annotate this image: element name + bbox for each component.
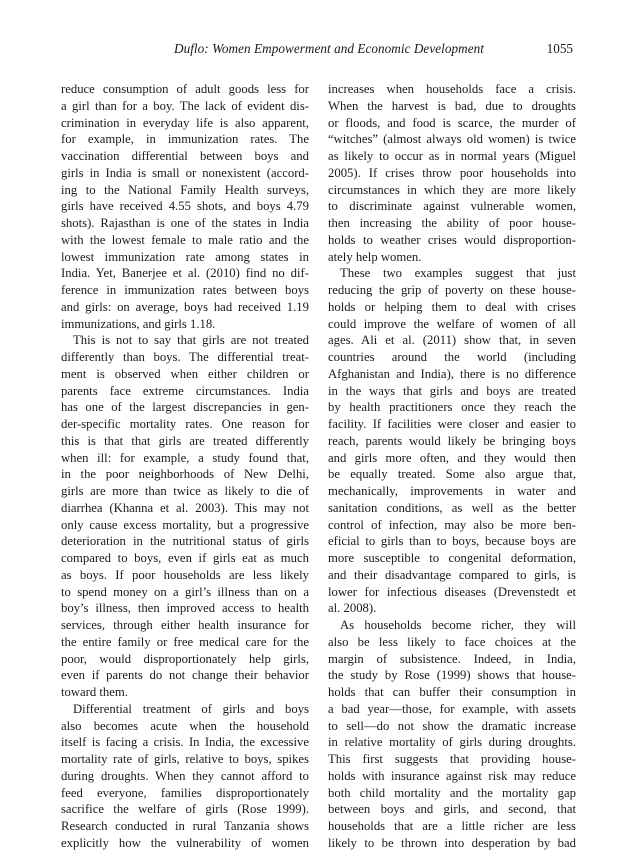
text-line: only cause excess mortality, but a progressive (61, 517, 309, 532)
text-line: a bad year—those, for example, with assets (328, 701, 576, 716)
text-line: mortality rate of girls, relative to boys, spikes (61, 752, 309, 766)
text-line: der-specific mortality rates. One reason for (61, 417, 309, 431)
text-line: girls are more than twice as likely to die of (61, 484, 309, 498)
text-line: holds that can buffer their consumption in (328, 685, 576, 699)
text-line: immunizations, and girls 1.18. (61, 316, 216, 331)
text-line: to sell—do not show the dramatic increase (328, 718, 576, 733)
text-line: crimination in everyday life is also apparent, (61, 115, 309, 130)
text-line: toward them. (61, 685, 128, 699)
text-line: Afghanistan and India), there is no difference (328, 366, 576, 381)
text-line: ages. Ali et al. (2011) show that, in seven (328, 333, 576, 348)
text-line: feed everyone, families disproportionately (61, 785, 309, 800)
page-number: 1055 (546, 41, 573, 56)
text-line: countries around the world (including (328, 350, 576, 364)
text-line: increases when households face a crisis. (328, 82, 576, 96)
text-line: services, through either health insurance for (61, 618, 309, 632)
text-line: diarrhea (Khanna et al. 2003). This may not (61, 500, 309, 515)
text-line: as boys. If poor households are less likely (61, 567, 309, 582)
text-line: in the poor neighborhoods of New Delhi, (61, 467, 309, 482)
text-line: 2005). If crises throw poor households into (328, 165, 576, 180)
text-line: even if parents do not change their behavior (61, 668, 309, 683)
text-line: When the harvest is bad, due to droughts (328, 98, 576, 113)
text-line: sacrifice the welfare of girls (Rose 1999). (61, 802, 309, 817)
right-column (328, 81, 576, 852)
text-line: ment is observed when either children or (61, 366, 309, 381)
text-line: both child mortality and the mortality gap (328, 785, 576, 800)
text-line: holds or helping them to deal with crises (328, 299, 576, 314)
text-line: ately help women. (328, 249, 422, 264)
text-line: itself is facing a crisis. In India, the excessive (61, 735, 309, 750)
text-line: reduce consumption of adult goods less for (61, 82, 309, 96)
text-line: boy’s illness, then improved access to health (61, 601, 309, 616)
left-column (61, 81, 309, 852)
text-line: ference in immunization rates between boys (61, 283, 309, 297)
text-line: also becomes acute when the household (61, 718, 309, 733)
text-line: Research conducted in rural Tanzania shows (61, 819, 309, 833)
running-head (62, 41, 576, 59)
text-line: more susceptible to congenital deformation, (328, 551, 576, 565)
text-line: circumstances in which they are more likely (328, 182, 576, 197)
text-line: girls have received 4.55 shots, and boys 4.79 (61, 199, 309, 214)
text-line: likely to be thrown into desperation by bad (328, 835, 576, 850)
text-line: lowest immunization rate among states in (61, 249, 309, 264)
text-line: has one of the largest discrepancies in gen- (61, 400, 309, 415)
text-line: and girls: on average, boys had received 1.19 (61, 299, 309, 314)
text-line: sanitation conditions, as well as the better (328, 500, 576, 515)
text-line: households that are a little richer are less (328, 819, 576, 833)
text-line: in relative mortality of girls during droughts. (328, 735, 576, 750)
text-line: during droughts. When they cannot afford to (61, 768, 309, 783)
text-line: These two examples suggest that just (340, 266, 576, 281)
text-line: and girls more often, and they would then (328, 450, 576, 465)
text-line: in the ways that girls and boys are treated (328, 383, 576, 398)
text-line: a girl than for a boy. The lack of evident dis- (61, 98, 309, 113)
text-line: to spend money on a girl’s illness than on a (61, 584, 309, 599)
text-line: This is not to say that girls are not treated (73, 333, 309, 348)
text-line: deterioration in the nutritional status of girls (61, 534, 309, 549)
text-line: between boys and girls, and second, that (328, 802, 576, 817)
text-line: poor, would disproportionately help girls, (61, 651, 309, 666)
text-line: as likely to occur as in normal years (Miguel (328, 149, 576, 163)
text-line: and their disadvantage compared to girls, is (328, 567, 576, 582)
text-line: for example, in immunization rates. The (61, 132, 309, 147)
text-line: eficial to girls than to boys, because boys are (328, 534, 576, 549)
text-line: facility. If facilities were closer and easier to (328, 417, 576, 431)
text-line: explicitly how the vulnerability of women (61, 835, 309, 850)
text-line: parents face extreme circumstances. India (61, 383, 309, 398)
text-line: holds to weather crises would disproportion- (328, 232, 576, 247)
text-line: This first suggests that providing house- (328, 752, 576, 766)
text-line: also be less likely to face choices at the (328, 634, 576, 649)
text-line: or floods, and food is scarce, the murder of (328, 115, 576, 130)
text-line: reducing the grip of poverty on these house- (328, 283, 576, 297)
text-line: al. 2008). (328, 601, 377, 616)
text-line: lower for infectious diseases (Drevenstedt et (328, 584, 576, 599)
text-line: by health practitioners once they reach the (328, 400, 576, 415)
text-line: this is that that girls are treated differently (61, 433, 309, 448)
text-line: Differential treatment of girls and boys (73, 701, 309, 716)
running-title: Duflo: Women Empowerment and Economic Development (174, 41, 484, 56)
text-line: ing to the National Family Health surveys, (61, 182, 309, 197)
text-line: the study by Rose (1999) shows that house- (328, 668, 576, 683)
text-line: with the lowest female to male ratio and the (61, 232, 309, 247)
text-line: vaccination differential between boys and (61, 149, 309, 163)
text-line: to discriminate against vulnerable women, (328, 199, 576, 214)
text-line: holds with insurance against risk may reduce (328, 768, 576, 783)
text-line: shots). Rajasthan is one of the states in India (61, 216, 309, 230)
text-line: As households become richer, they will (340, 618, 576, 632)
text-line: margin of subsistence. Indeed, in India, (328, 651, 576, 666)
text-line: the entire family or free medical care for the (61, 634, 309, 649)
text-line: control of infection, may also be more ben- (328, 517, 576, 532)
text-line: then increasing the ability of poor house- (328, 216, 576, 230)
text-line: when ill: for example, a study found that, (61, 450, 309, 465)
text-line: India. Yet, Banerjee et al. (2010) find no dif- (61, 266, 309, 281)
text-line: reach, parents would likely be bringing boys (328, 433, 576, 448)
text-line: could improve the welfare of women of all (328, 316, 576, 331)
text-line: “witches” (almost always old women) is twice (328, 132, 576, 147)
text-line: girls in India is small or nonexistent (accord- (61, 165, 309, 180)
text-line: be equally treated. Some also argue that, (328, 467, 576, 482)
text-line: compared to boys, even if girls eat as much (61, 551, 309, 565)
text-line: differently than boys. The differential treat- (61, 350, 309, 364)
text-line: mechanically, improvements in water and (328, 484, 576, 498)
